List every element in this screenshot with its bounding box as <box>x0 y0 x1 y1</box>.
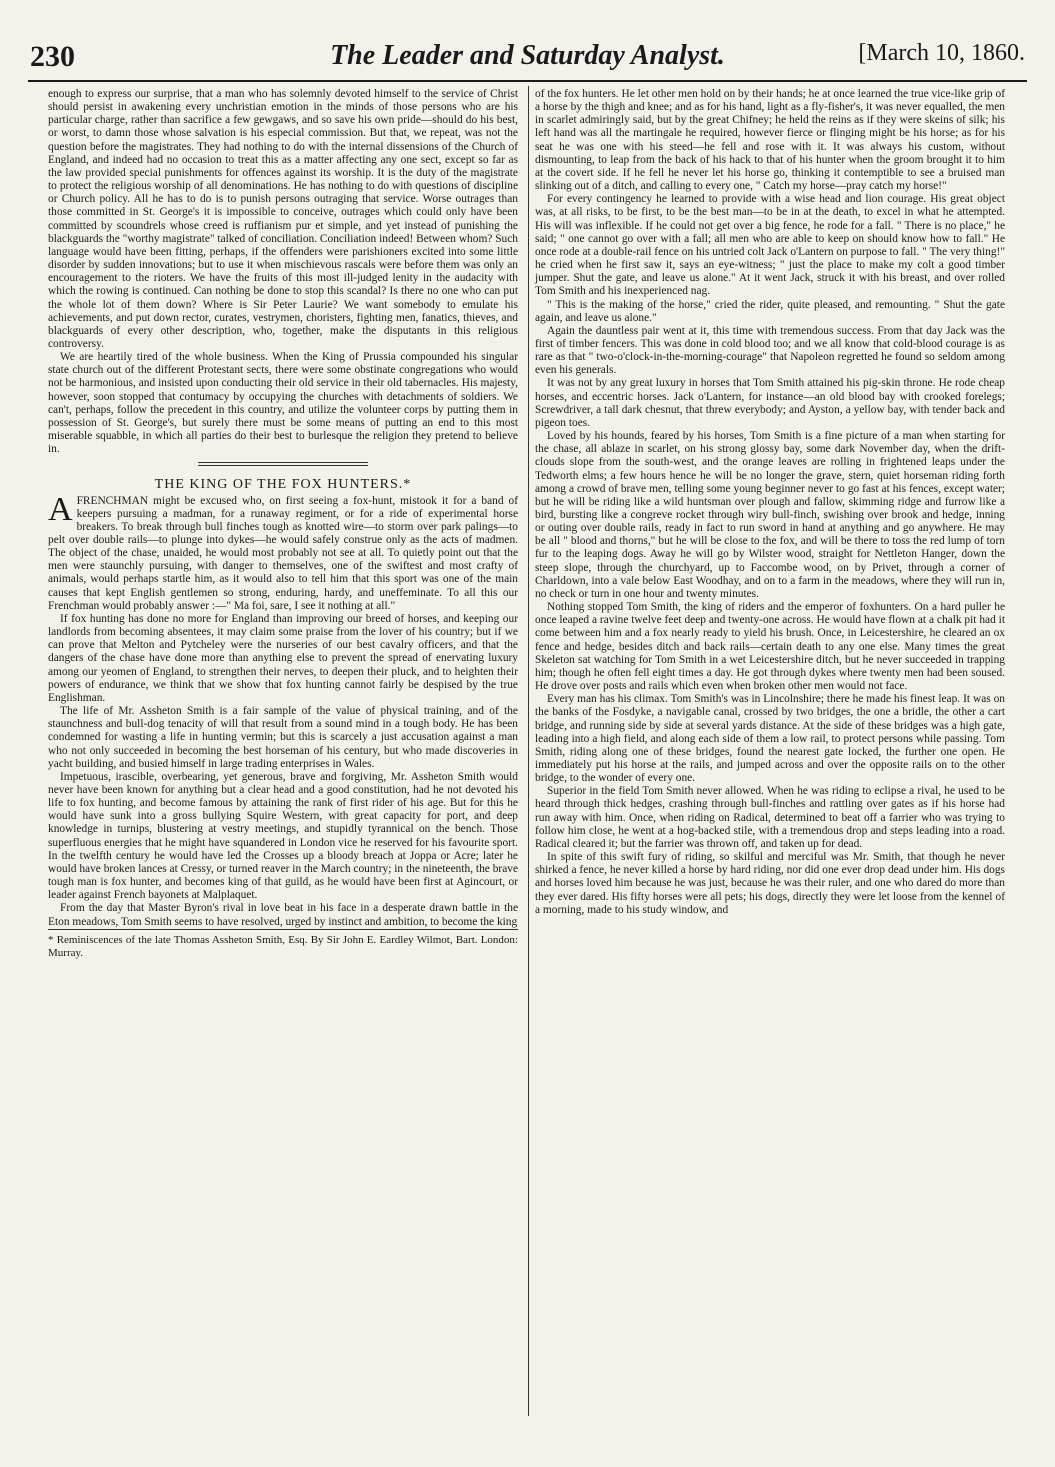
issue-date: [March 10, 1860. <box>858 40 1025 66</box>
page-number: 230 <box>30 40 75 73</box>
paragraph: From the day that Master Byron's rival in love beat in his face in a desperate drawn battle in the Eton meadows, Tom Smith seems to have resolved, urged by instinct and ambition, to become the king <box>48 902 518 928</box>
paragraph: In spite of this swift fury of riding, so skilful and merciful was Mr. Smith, that though he never shirked a fence, he never killed a horse by hard riding, nor did one ever drop dead under him. His dogs and horses loved him because he was just, because he was their ruler, and one who dared do more than they ever dared. His fifty horses were all pets; his dogs, directly they were let loose from the kennel of a morning, made to his study window, and <box>535 851 1005 916</box>
footnote: * Reminiscences of the late Thomas Assheton Smith, Esq. By Sir John E. Eardley Wilmot, Bart. London: Murray. <box>48 929 518 960</box>
paragraph: of the fox hunters. He let other men hold on by their hands; he at once learned the true vice-like grip of a horse by the thigh and knee; and as for his hand, light as a fly-fisher's, it was never equalled, the men in scarlet admiringly said, but by the great Chifney; he held the reins as if they were skeins of silk; his left hand was all the martingale he required, however fierce or flinging might be his horse; as for his seat he was one with his steed—he fell and rose with it. It was always his custom, without dismounting, to leap from the back of his hack to that of his hunter when the groom brought it to him at the covert side. If he fell he never let his horse go, thinking it contemptible to see a bruised man slinking out of a ditch, and calling to every one, " Catch my horse—pray catch my horse!" <box>535 88 1005 193</box>
right-column <box>535 88 1005 917</box>
masthead-title: The Leader and Saturday Analyst. <box>330 40 725 71</box>
paragraph: " This is the making of the horse," cried the rider, quite pleased, and remounting. " Shut the gate again, and leave us alone." <box>535 298 1005 324</box>
paragraph: It was not by any great luxury in horses that Tom Smith attained his pig-skin throne. He rode cheap horses, and eccentric horses. Jack o'Lantern, for instance—an old blood bay with crooked forelegs; Screwdriver, a tall dark chesnut, that threw everybody; and Ayston, a yellow bay, with tender back and pigeon toes. <box>535 377 1005 429</box>
paragraph-text: FRENCHMAN might be excused who, on first seeing a fox-hunt, mistook it for a band of keepers pursuing a madman, for a runaway regiment, or for a ride of experimental horse breakers. To break through bull finches tough as knotted wire—to storm over park palings—to pelt over double rails—to plunge into dykes—he would safely construe only as the acts of madmen. The object of the chase, unaided, he would most probably not see at all. To quietly point out that the men were staunchly pursuing, with danger to themselves, one of the swiftest and most crafty of animals, would perhaps startle him, as it would also to tell him that this sport was one of the main causes that kept English gentlemen so strong, enduring, hardy, and uneffeminate. To all this our Frenchman would probably answer :—" Ma foi, sare, I see it nothing at all." <box>48 494 518 612</box>
column-divider <box>528 86 529 1416</box>
page-header <box>28 30 1027 82</box>
paragraph: We are heartily tired of the whole business. When the King of Prussia compounded his singular state church out of the different Protestant sects, there were some obstinate congregations who would not be harmonious, and insisted upon conducting their old service in their old tabernacles. His majesty, however, soon stopped that contumacy by occupying the churches with detachments of soldiers. We can't, perhaps, follow the precedent in this country, and utilize the volunteer corps by putting them in possession of St. George's, but surely there must be some means of putting an end to this most miserable squabble, in which all parties do their best to burlesque the religion they pretend to believe in. <box>48 351 518 456</box>
paragraph: Loved by his hounds, feared by his horses, Tom Smith is a fine picture of a man when starting for the chase, all ablaze in scarlet, on his strong glossy bay, some dark November day, when the drift-clouds slope from the south-west, and the orange leaves are rolling in frightened leaps under the Tedworth elms; a few hours hence he will be no longer the grave, stern, quiet horseman riding forth among a crowd of brave men, telling some young beginner never to go fast at his fences, except water; but he will be riding like a wild huntsman over plough and fallow, skimming ridge and furrow like a bird, bursting like a congreve rocket through wiry bull-finch, swishing over brook and hedge, inning or outing over double rails, ready in fact to run sword in hand at anything and go anywhere. He may be all " blood and thorns," but he will be close to the fox, and will be there to toss the red lump of torn fur to the leaping dogs. Away he will go by Wilster wood, straight for Nettleton Hanger, down the steep slope, through the churchyard, up to Faccombe wood, on by Privet, through a corner of Charldown, into a vale below East Woodhay, and on to a farm in the meadows, where they will run in, no check or turn in one hour and twenty minutes. <box>535 430 1005 600</box>
article-title: THE KING OF THE FOX HUNTERS.* <box>154 477 412 493</box>
paragraph: Superior in the field Tom Smith never allowed. When he was riding to eclipse a rival, he used to be heard through thick hedges, crashing through bull-finches and rattling over gates as if his horse had run away with him. Once, when riding on Radical, determined to beat off a farrier who was trying to follow him close, he went at a hog-backed stile, with a tremendous drop and steps leading into a road. Radical cleared it; but the farrier was thrown off, and taken up for dead. <box>535 785 1005 850</box>
paragraph: Impetuous, irascible, overbearing, yet generous, brave and forgiving, Mr. Assheton Smith would never have been known for anything but a clear head and a good constitution, had he not devoted his life to fox hunting, and become famous by attaining the rank of first rider of his age. But for this he would have sunk into a gross bullying Squire Western, with great capacity for port, and deep knowledge in turnips, blustering at vestry meetings, and stupidly tyrannical on the bench. Those superfluous energies that he might have squandered in London vice he reserved for his favourite sport. In the twelfth century he would have led the Crosses up a bloody breach at Joppa or Acre; later he would have broken lances at Cressy, or turned reaver in the March country; in the nineteenth, the brave tough man is fox hunter, and becomes king of that guild, as he would have been first at Agincourt, or leader against French bayonets at Malplaquet. <box>48 770 518 902</box>
paragraph: If fox hunting has done no more for England than improving our breed of horses, and keeping our landlords from becoming absentees, it may claim some praise from the lover of his country; but if we can prove that Melton and Pytcheley were the nurseries of our best cavalry officers, and that the dangers of the chase have done more than anything else to prevent the spread of enervating luxury among our yeomen of England, to strengthen their nerves, to deepen their pluck, and to heighten their powers of endurance, we think that we show that fox hunting cannot fairly be despised by the true Englishman. <box>48 612 518 704</box>
paragraph: Again the dauntless pair went at it, this time with tremendous success. From that day Jack was the first of timber fencers. This was done in cold blood too; and we all know that cold-blood courage is as rare as that " two-o'clock-in-the-morning-courage" that Napoleon regretted he found so seldom among even his generals. <box>535 324 1005 377</box>
paragraph: enough to express our surprise, that a man who has solemnly devoted himself to the service of Christ should persist in awakening every unchristian emotion in the minds of those persons who are his particular charge, rather than sacrifice a few gewgaws, and so save his own pride—should do his best, or worst, to damn those whose salvation is his especial commission. But that, we repeat, was not the question before the magistrates. They had nothing to do with the internal dissensions of the Church of England, and indeed had no occasion to treat this as a matter affecting any one sect, except so far as the law provided special punishments for offences against its worship. It is the duty of the magistrate to protect the religious worship of all denominations. He has nothing to do with questions of discipline or Church policy. All he has to do is to punish persons outraging that service. Worse outrages than those committed in St. George's it is impossible to conceive, outrages which could only have been committed by scoundrels whose creed is ruffianism pur et simple, and yet instead of punishing the blackguards the "worthy magistrate" talked of conciliation. Conciliation indeed! Between whom? Such language would have been fitting, perhaps, if the offenders were parishioners excited into some little disorder by sudden innovations; but to use it when mischievous rascals were before them was only an encouragement to the rioters. We have the fruits of this most ill-judged lenity in the audacity with which the rowing is continued. Can nothing be done to stop this scandal? Is there no one who can put the whole lot of them down? Where is Sir Peter Laurie? We want somebody to emulate his achievements, and put down rector, curates, vestrymen, choristers, fighting men, fanatics, thieves, and blackguards of every other description, who, together, make the disputants in this religious controversy. <box>48 88 518 350</box>
paragraph: The life of Mr. Assheton Smith is a fair sample of the value of physical training, and of the staunchness and bull-dog tenacity of will that result from a sound mind in a tough body. He has been condemned for wasting a life in hunting vermin; but this is scarcely a just accusation against a man who not only succeeded in becoming the best horseman of his century, but who made discoveries in yacht building, and busied himself in large trading enterprises in Wales. <box>48 705 518 770</box>
left-column <box>48 88 518 960</box>
paragraph <box>48 490 518 613</box>
paragraph: Every man has his climax. Tom Smith's was in Lincolnshire; there he made his finest leap. It was on the banks of the Fosdyke, a navigable canal, crossed by two bridges, the one a bridle, the other a cart bridge, and running side by side at several yards distance. At the side of these bridges was a high gate, leading into a high field, and along each side of them a low rail, to protect persons while passing. Tom Smith, riding along one of these bridges, found the nearest gate locked, the further one open. He immediately put his horse at the rails, and jumped across and over the opposite rails on to the other bridge, to the wonder of every one. <box>535 693 1005 785</box>
paragraph: For every contingency he learned to provide with a wise head and lion courage. His great object was, at all risks, to be first, to be the best man—to be in at the death, to excel in what he attempted. His will was inflexible. If he could not get over a big fence, he rode for a fall. " There is no place," he said; " one cannot go over with a fall; all men who are able to keep on should know how to fall." He once rode at a double-rail fence on his untried colt Jack o'Lantern on purpose to fall. " The very thing!" he cried when he first saw it, says an eye-witness; " just the place to make my colt a good timber jumper. Shut the gate, and leave us alone." At it went Jack, struck it with his breast, and over rolled Tom Smith and his inexperienced nag. <box>535 193 1005 298</box>
drop-cap: A <box>48 490 73 528</box>
divider <box>198 465 368 466</box>
paragraph: Nothing stopped Tom Smith, the king of riders and the emperor of foxhunters. On a hard puller he once leaped a ravine twelve feet deep and twenty-one across. He would have flown at a chalk pit had it come between him and a fox nearly ready to yield his brush. Once, in Leicestershire, he cleared an ox fence and hedge, besides ditch and back rails—certain death to any one else. Many times the great Skeleton sat watching for Tom Smith in a wet Leicestershire ditch, but he never succeeded in trapping him; though he often fell eight times a day. He got through dykes where twenty men had been soused. He drove over posts and rails which even when broken other men would not face. <box>535 601 1005 693</box>
divider <box>198 462 368 463</box>
